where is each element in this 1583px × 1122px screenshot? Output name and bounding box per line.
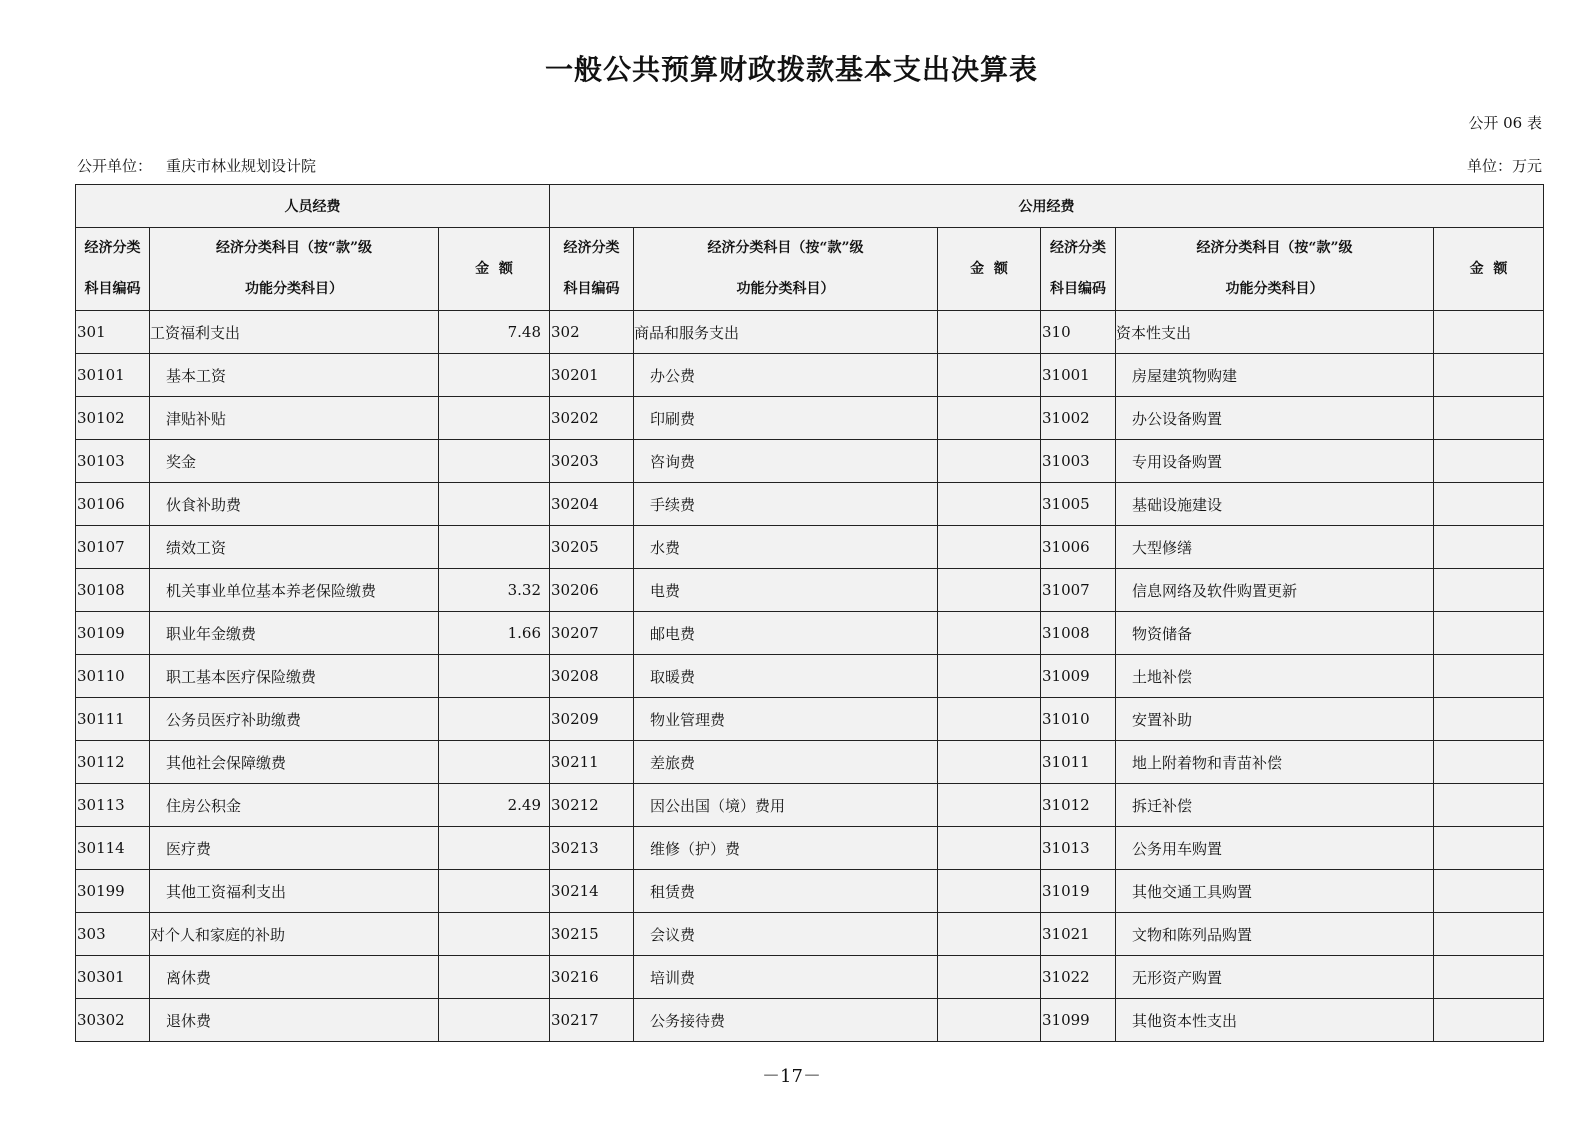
- table-row: [76, 526, 1544, 569]
- row-amount: [1434, 827, 1544, 870]
- table-row: [76, 483, 1544, 526]
- row-amount: [439, 741, 550, 784]
- row-amount: [439, 354, 550, 397]
- row-code: 30114: [76, 827, 150, 870]
- row-item-name: 咨询费: [634, 440, 938, 483]
- row-amount: [938, 741, 1041, 784]
- row-amount: [439, 999, 550, 1042]
- row-code: 30208: [550, 655, 634, 698]
- row-amount: [938, 870, 1041, 913]
- column-header-row: [76, 228, 1544, 311]
- row-item-name: 其他工资福利支出: [150, 870, 439, 913]
- header-name: 经济分类科目（按“款”级 功能分类科目）: [634, 228, 938, 311]
- row-code: 30201: [550, 354, 634, 397]
- row-code: 30110: [76, 655, 150, 698]
- row-item-name: 安置补助: [1116, 698, 1434, 741]
- row-amount: [938, 526, 1041, 569]
- row-code: 30214: [550, 870, 634, 913]
- row-code: 31002: [1041, 397, 1116, 440]
- row-amount: [1434, 397, 1544, 440]
- row-item-name: 其他社会保障缴费: [150, 741, 439, 784]
- row-code: 31012: [1041, 784, 1116, 827]
- row-amount: [1434, 354, 1544, 397]
- row-amount: [938, 827, 1041, 870]
- table-row: [76, 397, 1544, 440]
- row-code: 31005: [1041, 483, 1116, 526]
- row-amount: 1.66: [439, 612, 550, 655]
- row-item-name: 因公出国（境）费用: [634, 784, 938, 827]
- row-amount: [439, 913, 550, 956]
- table-row: [76, 698, 1544, 741]
- row-amount: [938, 440, 1041, 483]
- row-item-name: 基础设施建设: [1116, 483, 1434, 526]
- row-item-name: 物业管理费: [634, 698, 938, 741]
- row-item-name: 公务用车购置: [1116, 827, 1434, 870]
- row-code: 30301: [76, 956, 150, 999]
- table-row: [76, 999, 1544, 1042]
- row-item-name: 工资福利支出: [150, 311, 439, 354]
- row-item-name: 电费: [634, 569, 938, 612]
- row-amount: [1434, 784, 1544, 827]
- table-row: [76, 870, 1544, 913]
- header-code: 经济分类 科目编码: [550, 228, 634, 311]
- row-code: 30302: [76, 999, 150, 1042]
- row-amount: [439, 440, 550, 483]
- group-header-row: [76, 185, 1544, 228]
- row-item-name: 手续费: [634, 483, 938, 526]
- row-item-name: 培训费: [634, 956, 938, 999]
- row-amount: [1434, 526, 1544, 569]
- row-item-name: 退休费: [150, 999, 439, 1042]
- row-code: 302: [550, 311, 634, 354]
- header-name: 经济分类科目（按“款”级 功能分类科目）: [150, 228, 439, 311]
- row-code: 30113: [76, 784, 150, 827]
- row-amount: 7.48: [439, 311, 550, 354]
- row-code: 31008: [1041, 612, 1116, 655]
- row-item-name: 物资储备: [1116, 612, 1434, 655]
- table-row: [76, 440, 1544, 483]
- group-personnel: 人员经费: [76, 185, 550, 228]
- money-unit: 单位：万元: [1466, 157, 1542, 175]
- row-item-name: 离休费: [150, 956, 439, 999]
- row-amount: [1434, 655, 1544, 698]
- header-code: 经济分类 科目编码: [76, 228, 150, 311]
- row-code: 30102: [76, 397, 150, 440]
- row-code: 31003: [1041, 440, 1116, 483]
- row-item-name: 水费: [634, 526, 938, 569]
- row-code: 30101: [76, 354, 150, 397]
- row-item-name: 土地补偿: [1116, 655, 1434, 698]
- row-amount: [1434, 569, 1544, 612]
- row-amount: [1434, 913, 1544, 956]
- row-item-name: 其他交通工具购置: [1116, 870, 1434, 913]
- reporting-unit-name: 重庆市林业规划设计院: [166, 157, 317, 175]
- header-amount: 金 额: [1434, 228, 1544, 311]
- row-item-name: 伙食补助费: [150, 483, 439, 526]
- row-item-name: 机关事业单位基本养老保险缴费: [150, 569, 439, 612]
- row-item-name: 取暖费: [634, 655, 938, 698]
- row-amount: 3.32: [439, 569, 550, 612]
- row-amount: [938, 655, 1041, 698]
- row-amount: [1434, 870, 1544, 913]
- reporting-unit-label: 公开单位：: [77, 157, 153, 175]
- row-amount: [439, 698, 550, 741]
- row-code: 310: [1041, 311, 1116, 354]
- row-code: 30203: [550, 440, 634, 483]
- row-amount: [1434, 483, 1544, 526]
- row-amount: [938, 612, 1041, 655]
- row-item-name: 差旅费: [634, 741, 938, 784]
- page-number: －17－: [762, 1066, 821, 1087]
- row-code: 31013: [1041, 827, 1116, 870]
- table-row: [76, 741, 1544, 784]
- form-number: 公开 06 表: [1468, 114, 1542, 132]
- row-item-name: 绩效工资: [150, 526, 439, 569]
- table-row: [76, 956, 1544, 999]
- row-item-name: 其他资本性支出: [1116, 999, 1434, 1042]
- row-code: 30215: [550, 913, 634, 956]
- row-code: 30216: [550, 956, 634, 999]
- row-code: 30202: [550, 397, 634, 440]
- row-amount: [938, 354, 1041, 397]
- row-item-name: 文物和陈列品购置: [1116, 913, 1434, 956]
- group-public: 公用经费: [550, 185, 1544, 228]
- table-row: [76, 311, 1544, 354]
- row-item-name: 职业年金缴费: [150, 612, 439, 655]
- row-amount: [1434, 612, 1544, 655]
- row-amount: [439, 483, 550, 526]
- row-amount: [1434, 741, 1544, 784]
- row-code: 31021: [1041, 913, 1116, 956]
- header-amount: 金 额: [938, 228, 1041, 311]
- row-item-name: 公务员医疗补助缴费: [150, 698, 439, 741]
- table-row: [76, 569, 1544, 612]
- row-amount: [439, 827, 550, 870]
- row-amount: [439, 956, 550, 999]
- row-code: 30206: [550, 569, 634, 612]
- table-row: [76, 612, 1544, 655]
- row-code: 30204: [550, 483, 634, 526]
- row-code: 30108: [76, 569, 150, 612]
- row-code: 30199: [76, 870, 150, 913]
- row-amount: [938, 999, 1041, 1042]
- row-item-name: 职工基本医疗保险缴费: [150, 655, 439, 698]
- row-item-name: 住房公积金: [150, 784, 439, 827]
- table-row: [76, 827, 1544, 870]
- row-item-name: 公务接待费: [634, 999, 938, 1042]
- row-code: 31099: [1041, 999, 1116, 1042]
- row-code: 31006: [1041, 526, 1116, 569]
- row-code: 30107: [76, 526, 150, 569]
- row-amount: [439, 870, 550, 913]
- row-item-name: 维修（护）费: [634, 827, 938, 870]
- row-item-name: 基本工资: [150, 354, 439, 397]
- row-code: 30212: [550, 784, 634, 827]
- row-code: 30213: [550, 827, 634, 870]
- row-amount: [1434, 999, 1544, 1042]
- row-item-name: 资本性支出: [1116, 311, 1434, 354]
- row-amount: [1434, 956, 1544, 999]
- row-amount: [1434, 440, 1544, 483]
- row-item-name: 奖金: [150, 440, 439, 483]
- row-item-name: 信息网络及软件购置更新: [1116, 569, 1434, 612]
- row-code: 303: [76, 913, 150, 956]
- row-code: 30106: [76, 483, 150, 526]
- table-row: [76, 913, 1544, 956]
- header-name: 经济分类科目（按“款”级 功能分类科目）: [1116, 228, 1434, 311]
- row-code: 31019: [1041, 870, 1116, 913]
- row-item-name: 无形资产购置: [1116, 956, 1434, 999]
- reporting-unit: [77, 155, 316, 176]
- row-code: 31007: [1041, 569, 1116, 612]
- row-code: 31022: [1041, 956, 1116, 999]
- table-row: [76, 784, 1544, 827]
- table-row: [76, 354, 1544, 397]
- row-code: 30217: [550, 999, 634, 1042]
- row-item-name: 邮电费: [634, 612, 938, 655]
- row-amount: [439, 526, 550, 569]
- row-item-name: 商品和服务支出: [634, 311, 938, 354]
- page-title: 一般公共预算财政拨款基本支出决算表: [544, 53, 1038, 86]
- row-code: 30109: [76, 612, 150, 655]
- row-item-name: 会议费: [634, 913, 938, 956]
- row-code: 30103: [76, 440, 150, 483]
- row-amount: [1434, 698, 1544, 741]
- header-code: 经济分类 科目编码: [1041, 228, 1116, 311]
- row-amount: [439, 655, 550, 698]
- row-item-name: 拆迁补偿: [1116, 784, 1434, 827]
- row-code: 30111: [76, 698, 150, 741]
- row-item-name: 租赁费: [634, 870, 938, 913]
- row-code: 31001: [1041, 354, 1116, 397]
- row-amount: [938, 311, 1041, 354]
- table-row: [76, 655, 1544, 698]
- row-amount: [938, 913, 1041, 956]
- row-item-name: 房屋建筑物购建: [1116, 354, 1434, 397]
- row-code: 31010: [1041, 698, 1116, 741]
- row-amount: [938, 698, 1041, 741]
- header-amount: 金 额: [439, 228, 550, 311]
- row-code: 30209: [550, 698, 634, 741]
- row-item-name: 医疗费: [150, 827, 439, 870]
- row-amount: [938, 784, 1041, 827]
- row-code: 31009: [1041, 655, 1116, 698]
- row-code: 301: [76, 311, 150, 354]
- row-item-name: 办公费: [634, 354, 938, 397]
- row-amount: [938, 397, 1041, 440]
- row-amount: 2.49: [439, 784, 550, 827]
- row-code: 30211: [550, 741, 634, 784]
- row-code: 30207: [550, 612, 634, 655]
- row-item-name: 津贴补贴: [150, 397, 439, 440]
- row-amount: [938, 483, 1041, 526]
- row-amount: [1434, 311, 1544, 354]
- row-code: 31011: [1041, 741, 1116, 784]
- row-amount: [938, 569, 1041, 612]
- row-item-name: 印刷费: [634, 397, 938, 440]
- row-item-name: 办公设备购置: [1116, 397, 1434, 440]
- row-amount: [938, 956, 1041, 999]
- row-code: 30205: [550, 526, 634, 569]
- row-code: 30112: [76, 741, 150, 784]
- row-amount: [439, 397, 550, 440]
- row-item-name: 专用设备购置: [1116, 440, 1434, 483]
- row-item-name: 大型修缮: [1116, 526, 1434, 569]
- expenditure-table: [75, 184, 1544, 1042]
- row-item-name: 对个人和家庭的补助: [150, 913, 439, 956]
- row-item-name: 地上附着物和青苗补偿: [1116, 741, 1434, 784]
